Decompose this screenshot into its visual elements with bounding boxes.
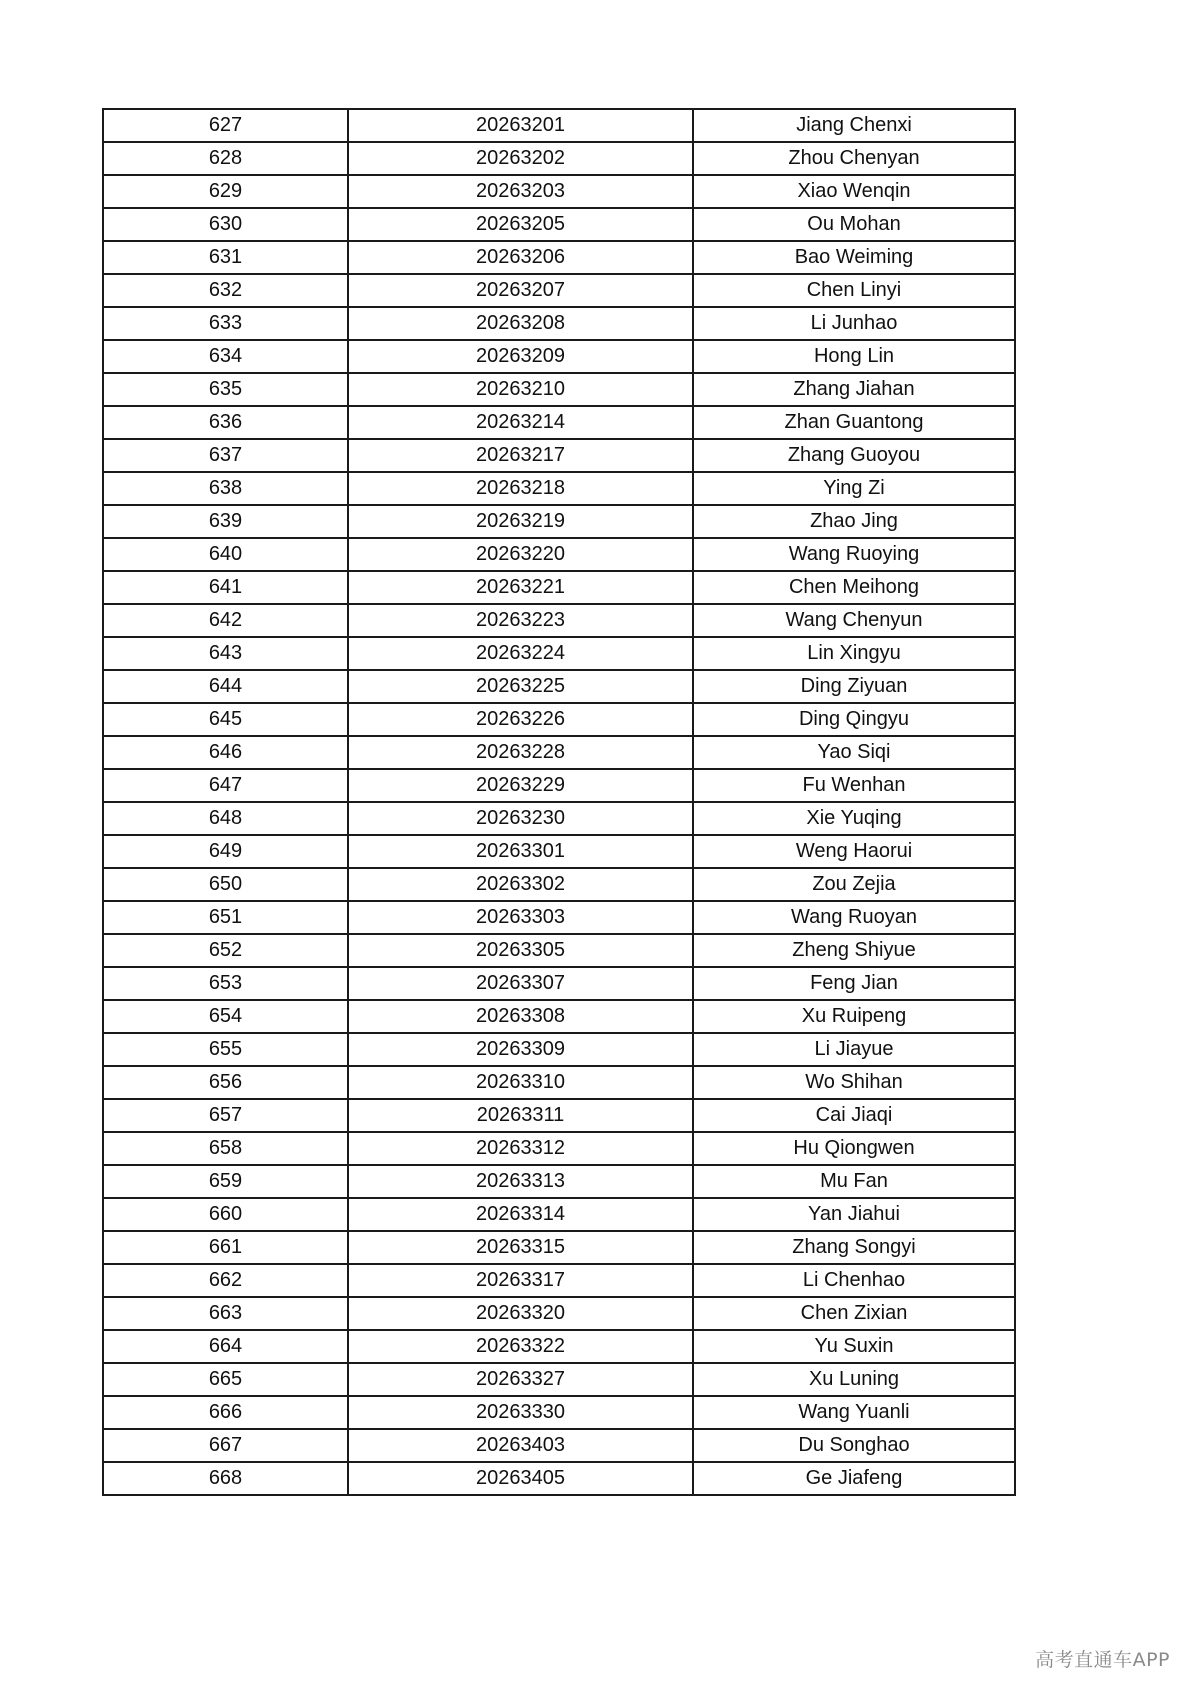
student-list-table — [102, 108, 1016, 1496]
table-row — [103, 241, 1015, 274]
student-id-cell: 20263322 — [348, 1330, 693, 1363]
student-name-cell: Zhan Guantong — [693, 406, 1015, 439]
student-name-cell: Chen Linyi — [693, 274, 1015, 307]
student-id-cell: 20263207 — [348, 274, 693, 307]
row-number-cell: 658 — [103, 1132, 348, 1165]
student-id-cell: 20263330 — [348, 1396, 693, 1429]
student-id-cell: 20263312 — [348, 1132, 693, 1165]
student-id-cell: 20263309 — [348, 1033, 693, 1066]
row-number-cell: 631 — [103, 241, 348, 274]
student-id-cell: 20263219 — [348, 505, 693, 538]
row-number-cell: 663 — [103, 1297, 348, 1330]
student-name-cell: Zheng Shiyue — [693, 934, 1015, 967]
student-id-cell: 20263209 — [348, 340, 693, 373]
student-id-cell: 20263302 — [348, 868, 693, 901]
student-id-cell: 20263208 — [348, 307, 693, 340]
student-name-cell: Zhang Songyi — [693, 1231, 1015, 1264]
student-name-cell: Wang Ruoyan — [693, 901, 1015, 934]
student-name-cell: Yao Siqi — [693, 736, 1015, 769]
student-id-cell: 20263217 — [348, 439, 693, 472]
table-row — [103, 670, 1015, 703]
row-number-cell: 659 — [103, 1165, 348, 1198]
row-number-cell: 655 — [103, 1033, 348, 1066]
table-row — [103, 1462, 1015, 1495]
table-row — [103, 1033, 1015, 1066]
student-name-cell: Li Jiayue — [693, 1033, 1015, 1066]
row-number-cell: 665 — [103, 1363, 348, 1396]
row-number-cell: 667 — [103, 1429, 348, 1462]
student-name-cell: Jiang Chenxi — [693, 109, 1015, 142]
table-row — [103, 1165, 1015, 1198]
table-row — [103, 571, 1015, 604]
table-row — [103, 1198, 1015, 1231]
student-id-cell: 20263317 — [348, 1264, 693, 1297]
student-id-cell: 20263202 — [348, 142, 693, 175]
student-id-cell: 20263314 — [348, 1198, 693, 1231]
row-number-cell: 650 — [103, 868, 348, 901]
student-id-cell: 20263224 — [348, 637, 693, 670]
student-id-cell: 20263403 — [348, 1429, 693, 1462]
table-row — [103, 505, 1015, 538]
student-name-cell: Fu Wenhan — [693, 769, 1015, 802]
row-number-cell: 657 — [103, 1099, 348, 1132]
student-name-cell: Du Songhao — [693, 1429, 1015, 1462]
table-row — [103, 373, 1015, 406]
student-name-cell: Ding Qingyu — [693, 703, 1015, 736]
row-number-cell: 642 — [103, 604, 348, 637]
table-row — [103, 175, 1015, 208]
table-row — [103, 1066, 1015, 1099]
row-number-cell: 639 — [103, 505, 348, 538]
student-id-cell: 20263303 — [348, 901, 693, 934]
student-name-cell: Ou Mohan — [693, 208, 1015, 241]
student-id-cell: 20263327 — [348, 1363, 693, 1396]
table-row — [103, 406, 1015, 439]
table-row — [103, 835, 1015, 868]
row-number-cell: 641 — [103, 571, 348, 604]
row-number-cell: 662 — [103, 1264, 348, 1297]
row-number-cell: 649 — [103, 835, 348, 868]
student-name-cell: Yan Jiahui — [693, 1198, 1015, 1231]
table-row — [103, 901, 1015, 934]
table-row — [103, 1297, 1015, 1330]
student-name-cell: Hu Qiongwen — [693, 1132, 1015, 1165]
student-name-cell: Xu Luning — [693, 1363, 1015, 1396]
row-number-cell: 664 — [103, 1330, 348, 1363]
row-number-cell: 636 — [103, 406, 348, 439]
student-name-cell: Wang Ruoying — [693, 538, 1015, 571]
student-name-cell: Zhang Jiahan — [693, 373, 1015, 406]
student-name-cell: Weng Haorui — [693, 835, 1015, 868]
row-number-cell: 647 — [103, 769, 348, 802]
student-name-cell: Ding Ziyuan — [693, 670, 1015, 703]
table-row — [103, 1330, 1015, 1363]
table-row — [103, 208, 1015, 241]
row-number-cell: 628 — [103, 142, 348, 175]
table-row — [103, 1099, 1015, 1132]
student-id-cell: 20263315 — [348, 1231, 693, 1264]
row-number-cell: 632 — [103, 274, 348, 307]
table-row — [103, 769, 1015, 802]
table-row — [103, 340, 1015, 373]
student-name-cell: Zhou Chenyan — [693, 142, 1015, 175]
table-row — [103, 1231, 1015, 1264]
table-row — [103, 538, 1015, 571]
student-id-cell: 20263221 — [348, 571, 693, 604]
row-number-cell: 638 — [103, 472, 348, 505]
student-id-cell: 20263229 — [348, 769, 693, 802]
row-number-cell: 648 — [103, 802, 348, 835]
student-name-cell: Li Chenhao — [693, 1264, 1015, 1297]
table-row — [103, 439, 1015, 472]
student-id-cell: 20263405 — [348, 1462, 693, 1495]
student-id-cell: 20263223 — [348, 604, 693, 637]
table-row — [103, 307, 1015, 340]
student-name-cell: Ge Jiafeng — [693, 1462, 1015, 1495]
student-id-cell: 20263226 — [348, 703, 693, 736]
student-id-cell: 20263320 — [348, 1297, 693, 1330]
student-name-cell: Bao Weiming — [693, 241, 1015, 274]
row-number-cell: 668 — [103, 1462, 348, 1495]
student-name-cell: Zhang Guoyou — [693, 439, 1015, 472]
student-id-cell: 20263313 — [348, 1165, 693, 1198]
table-row — [103, 1396, 1015, 1429]
student-name-cell: Wang Yuanli — [693, 1396, 1015, 1429]
student-name-cell: Cai Jiaqi — [693, 1099, 1015, 1132]
student-name-cell: Ying Zi — [693, 472, 1015, 505]
table-row — [103, 868, 1015, 901]
row-number-cell: 629 — [103, 175, 348, 208]
student-id-cell: 20263301 — [348, 835, 693, 868]
student-name-cell: Wang Chenyun — [693, 604, 1015, 637]
table-row — [103, 703, 1015, 736]
table-row — [103, 274, 1015, 307]
row-number-cell: 666 — [103, 1396, 348, 1429]
student-name-cell: Wo Shihan — [693, 1066, 1015, 1099]
student-name-cell: Yu Suxin — [693, 1330, 1015, 1363]
row-number-cell: 635 — [103, 373, 348, 406]
student-name-cell: Mu Fan — [693, 1165, 1015, 1198]
student-name-cell: Xu Ruipeng — [693, 1000, 1015, 1033]
row-number-cell: 627 — [103, 109, 348, 142]
row-number-cell: 640 — [103, 538, 348, 571]
student-id-cell: 20263230 — [348, 802, 693, 835]
student-name-cell: Zhao Jing — [693, 505, 1015, 538]
student-id-cell: 20263214 — [348, 406, 693, 439]
student-name-cell: Chen Zixian — [693, 1297, 1015, 1330]
table-row — [103, 1132, 1015, 1165]
row-number-cell: 643 — [103, 637, 348, 670]
row-number-cell: 653 — [103, 967, 348, 1000]
student-name-cell: Lin Xingyu — [693, 637, 1015, 670]
student-name-cell: Hong Lin — [693, 340, 1015, 373]
row-number-cell: 651 — [103, 901, 348, 934]
table-row — [103, 967, 1015, 1000]
table-row — [103, 637, 1015, 670]
student-id-cell: 20263310 — [348, 1066, 693, 1099]
student-list-body — [103, 109, 1015, 1495]
student-name-cell: Xie Yuqing — [693, 802, 1015, 835]
student-name-cell: Zou Zejia — [693, 868, 1015, 901]
table-row — [103, 934, 1015, 967]
student-id-cell: 20263308 — [348, 1000, 693, 1033]
table-row — [103, 472, 1015, 505]
student-id-cell: 20263228 — [348, 736, 693, 769]
watermark-text: 高考直通车APP — [1035, 1649, 1170, 1671]
student-id-cell: 20263201 — [348, 109, 693, 142]
row-number-cell: 644 — [103, 670, 348, 703]
table-row — [103, 1429, 1015, 1462]
student-id-cell: 20263210 — [348, 373, 693, 406]
table-row — [103, 142, 1015, 175]
student-name-cell: Xiao Wenqin — [693, 175, 1015, 208]
row-number-cell: 661 — [103, 1231, 348, 1264]
row-number-cell: 633 — [103, 307, 348, 340]
table-row — [103, 109, 1015, 142]
student-id-cell: 20263225 — [348, 670, 693, 703]
student-id-cell: 20263218 — [348, 472, 693, 505]
student-id-cell: 20263203 — [348, 175, 693, 208]
student-id-cell: 20263311 — [348, 1099, 693, 1132]
row-number-cell: 652 — [103, 934, 348, 967]
student-name-cell: Li Junhao — [693, 307, 1015, 340]
table-row — [103, 1000, 1015, 1033]
student-name-cell: Chen Meihong — [693, 571, 1015, 604]
student-id-cell: 20263307 — [348, 967, 693, 1000]
row-number-cell: 660 — [103, 1198, 348, 1231]
student-id-cell: 20263220 — [348, 538, 693, 571]
student-name-cell: Feng Jian — [693, 967, 1015, 1000]
row-number-cell: 646 — [103, 736, 348, 769]
table-row — [103, 736, 1015, 769]
table-row — [103, 1264, 1015, 1297]
row-number-cell: 634 — [103, 340, 348, 373]
student-id-cell: 20263206 — [348, 241, 693, 274]
table-row — [103, 1363, 1015, 1396]
student-id-cell: 20263205 — [348, 208, 693, 241]
table-row — [103, 802, 1015, 835]
row-number-cell: 654 — [103, 1000, 348, 1033]
row-number-cell: 630 — [103, 208, 348, 241]
table-row — [103, 604, 1015, 637]
student-id-cell: 20263305 — [348, 934, 693, 967]
row-number-cell: 656 — [103, 1066, 348, 1099]
row-number-cell: 637 — [103, 439, 348, 472]
row-number-cell: 645 — [103, 703, 348, 736]
